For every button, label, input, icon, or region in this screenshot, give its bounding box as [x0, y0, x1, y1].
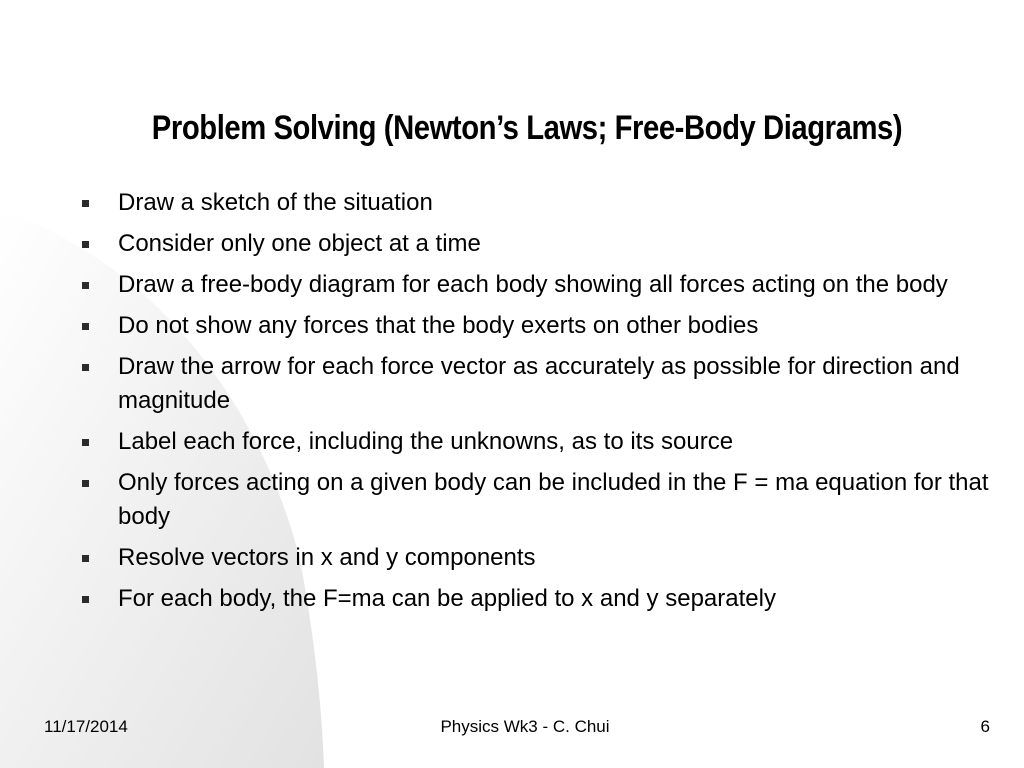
footer-title: Physics Wk3 - C. Chui — [440, 717, 610, 736]
bullet-text: Draw a sketch of the situation — [118, 189, 433, 216]
square-bullet-icon — [82, 364, 89, 371]
slide-title: Problem Solving (Newton’s Laws; Free-Body Diagrams) — [151, 109, 903, 147]
slide-number: 6 — [980, 717, 990, 736]
bullet-item — [78, 541, 998, 575]
bullet-item — [78, 466, 998, 534]
square-bullet-icon — [82, 439, 89, 446]
bullet-item — [78, 309, 998, 343]
bullet-text: Draw the arrow for each force vector as accurately as possible for direction and magnitude — [118, 353, 960, 414]
bullet-text: Only forces acting on a given body can be included in the F = ma equation for that body — [118, 469, 989, 530]
bullet-item — [78, 227, 998, 261]
square-bullet-icon — [82, 323, 89, 330]
bullet-item — [78, 268, 998, 302]
bullet-text: Resolve vectors in x and y components — [118, 544, 536, 571]
footer-date: 11/17/2014 — [44, 717, 128, 736]
square-bullet-icon — [82, 282, 89, 289]
bullet-text: For each body, the F=ma can be applied to x and y separately — [118, 585, 776, 612]
bullet-item — [78, 425, 998, 459]
bullet-text: Consider only one object at a time — [118, 230, 481, 257]
square-bullet-icon — [82, 200, 89, 207]
bullet-item — [78, 186, 998, 220]
bullet-text: Do not show any forces that the body exerts on other bodies — [118, 312, 759, 339]
square-bullet-icon — [82, 241, 89, 248]
square-bullet-icon — [82, 480, 89, 487]
bullet-item — [78, 350, 998, 418]
bullet-text: Draw a free-body diagram for each body showing all forces acting on the body — [118, 271, 948, 298]
bullet-item — [78, 582, 998, 616]
bullet-list — [78, 186, 998, 623]
square-bullet-icon — [82, 596, 89, 603]
bullet-text: Label each force, including the unknowns, as to its source — [118, 428, 734, 455]
square-bullet-icon — [82, 555, 89, 562]
